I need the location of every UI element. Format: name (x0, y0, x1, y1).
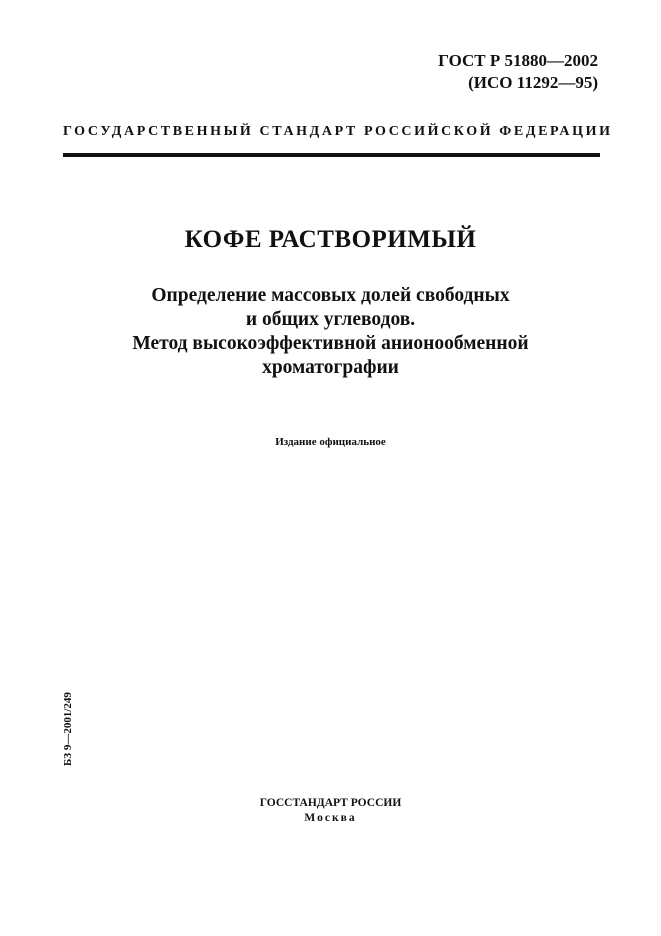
standard-code-block (438, 50, 598, 94)
edition-note: Издание официальное (275, 436, 386, 448)
subtitle-line: Определение массовых долей свободных (151, 285, 510, 306)
publisher-block (0, 796, 661, 826)
vertical-catalog-code: БЗ 9—2001/249 (62, 692, 74, 766)
header-divider (63, 153, 600, 157)
subtitle-line: и общих углеводов. (245, 309, 416, 330)
state-standard-banner: ГОСУДАРСТВЕННЫЙ СТАНДАРТ РОССИЙСКОЙ ФЕДЕРАЦИИ (63, 124, 613, 139)
document-subtitle (0, 284, 661, 380)
subtitle-line: Метод высокоэффективной анионообменной (132, 333, 529, 354)
iso-reference: (ИСО 11292—95) (468, 73, 598, 92)
subtitle-line: хроматографии (262, 357, 399, 378)
publisher-name: ГОССТАНДАРТ РОССИИ (259, 797, 402, 809)
standard-number: ГОСТ Р 51880—2002 (438, 51, 598, 70)
document-title: КОФЕ РАСТВОРИМЫЙ (184, 226, 477, 253)
publisher-city: Москва (304, 812, 357, 824)
